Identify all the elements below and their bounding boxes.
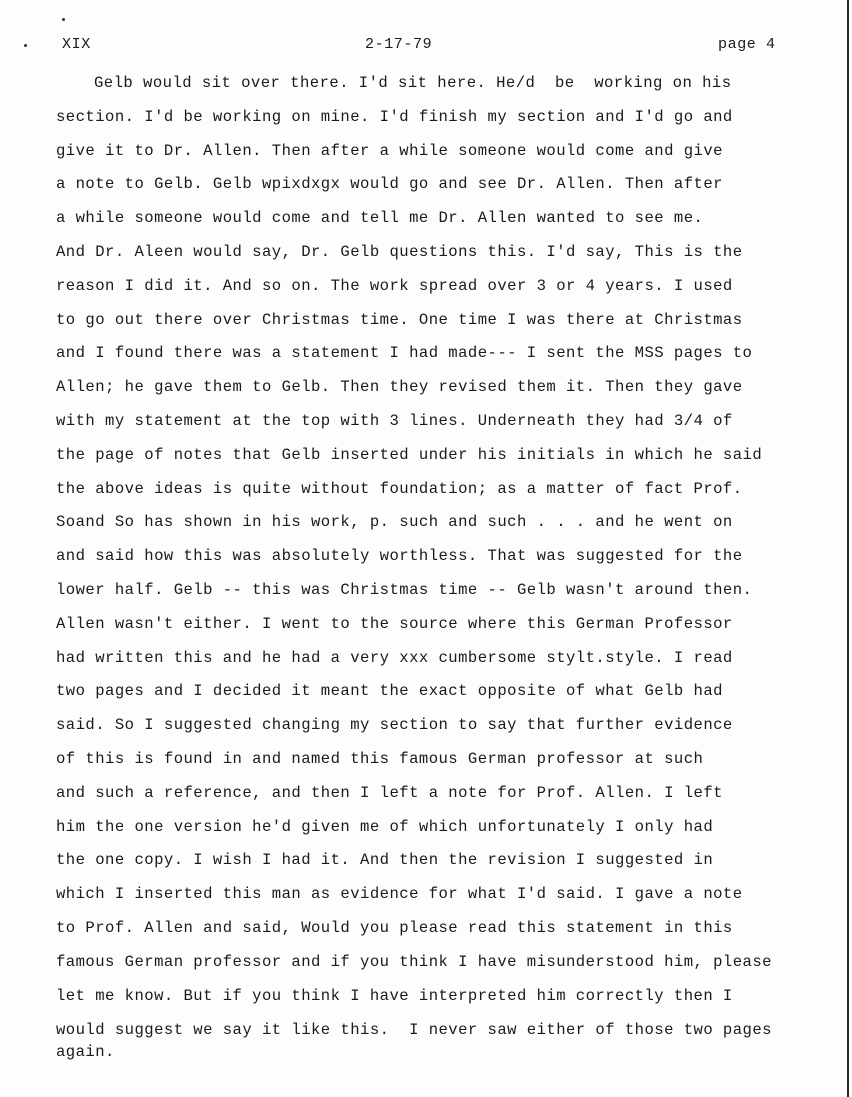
text-line: would suggest we say it like this. I never saw either of those two pages <box>56 1021 772 1040</box>
text-line: And Dr. Aleen would say, Dr. Gelb questions this. I'd say, This is the <box>56 242 743 261</box>
text-line: let me know. But if you think I have interpreted him correctly then I <box>56 986 733 1005</box>
text-line: Soand So has shown in his work, p. such and such . . . and he went on <box>56 513 733 532</box>
text-line: the page of notes that Gelb inserted under his initials in which he said <box>56 445 763 464</box>
text-line: a note to Gelb. Gelb wpixdxgx would go and see Dr. Allen. Then after <box>56 175 723 194</box>
text-line: and I found there was a statement I had made--- I sent the MSS pages to <box>56 344 753 363</box>
text-line: again. <box>56 1043 115 1062</box>
text-line: to go out there over Christmas time. One time I was there at Christmas <box>56 310 743 329</box>
text-line: famous German professor and if you think I have misunderstood him, please <box>56 952 772 971</box>
text-line: with my statement at the top with 3 lines. Underneath they had 3/4 of <box>56 411 733 430</box>
text-line: and such a reference, and then I left a note for Prof. Allen. I left <box>56 783 723 802</box>
text-line: and said how this was absolutely worthless. That was suggested for the <box>56 547 743 566</box>
text-line: Allen wasn't either. I went to the source where this German Professor <box>56 614 733 633</box>
text-line: had written this and he had a very xxx cumbersome stylt.style. I read <box>56 648 733 667</box>
document-date: 2-17-79 <box>365 36 433 53</box>
text-line: Allen; he gave them to Gelb. Then they revised them it. Then they gave <box>56 378 743 397</box>
scan-speck <box>62 18 65 21</box>
chapter-number: XIX <box>62 36 91 53</box>
text-line: the above ideas is quite without foundation; as a matter of fact Prof. <box>56 479 743 498</box>
page-number: page 4 <box>718 36 776 53</box>
text-line: reason I did it. And so on. The work spread over 3 or 4 years. I used <box>56 276 733 295</box>
text-line: of this is found in and named this famous German professor at such <box>56 749 704 768</box>
scan-edge-line <box>847 0 849 1097</box>
text-line: said. So I suggested changing my section to say that further evidence <box>56 716 733 735</box>
text-line: section. I'd be working on mine. I'd finish my section and I'd go and <box>56 107 733 126</box>
text-line: to Prof. Allen and said, Would you please read this statement in this <box>56 918 733 937</box>
text-line: him the one version he'd given me of which unfortunately I only had <box>56 817 714 836</box>
text-line: which I inserted this man as evidence for what I'd said. I gave a note <box>56 885 743 904</box>
text-line: two pages and I decided it meant the exact opposite of what Gelb had <box>56 682 723 701</box>
page-header <box>0 36 852 58</box>
text-line: the one copy. I wish I had it. And then the revision I suggested in <box>56 851 714 870</box>
text-line: Gelb would sit over there. I'd sit here. He/d be working on his <box>94 74 732 92</box>
text-line: lower half. Gelb -- this was Christmas time -- Gelb wasn't around then. <box>56 580 753 599</box>
text-line: a while someone would come and tell me Dr. Allen wanted to see me. <box>56 209 704 228</box>
text-line: give it to Dr. Allen. Then after a while someone would come and give <box>56 141 723 160</box>
body-text <box>56 67 836 1063</box>
